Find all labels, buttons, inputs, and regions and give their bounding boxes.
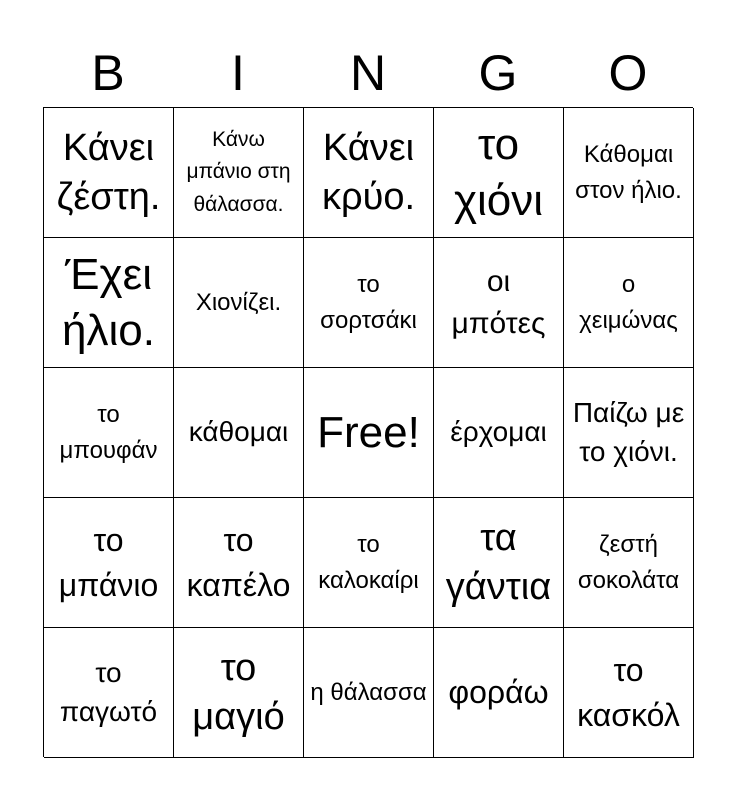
bingo-cell-text: η θάλασσα <box>310 678 427 706</box>
header-letter-o: O <box>608 45 648 101</box>
bingo-cell-text: έρχομαι <box>450 416 547 448</box>
bingo-cell-text: κάθομαι <box>188 416 289 448</box>
bingo-cell[interactable] <box>174 368 304 498</box>
bingo-cell[interactable] <box>174 628 304 758</box>
bingo-cell-text: Χιονίζει. <box>195 288 282 316</box>
bingo-cell-text: Κάνω μπάνιο στη θάλασσα. <box>186 127 291 216</box>
header-letter-g: G <box>478 45 518 101</box>
bingo-cell-text: Κάθομαι στον ήλιο. <box>575 140 682 204</box>
bingo-cell[interactable] <box>304 498 434 628</box>
bingo-cell[interactable] <box>174 498 304 628</box>
bingo-cell-text: τα γάντια <box>445 517 552 608</box>
bingo-cell[interactable] <box>564 368 694 498</box>
bingo-cell[interactable] <box>44 368 174 498</box>
bingo-cell-text: το παγωτό <box>59 656 158 727</box>
bingo-cell[interactable] <box>434 628 564 758</box>
bingo-cell-text: το μπάνιο <box>58 522 159 603</box>
bingo-cell[interactable] <box>44 498 174 628</box>
bingo-cell-text: το σορτσάκι <box>320 270 417 334</box>
bingo-cell-text: Free! <box>317 407 420 457</box>
bingo-cell[interactable] <box>44 108 174 238</box>
bingo-cell-text: ο χειμώνας <box>579 270 678 334</box>
bingo-cell-free[interactable] <box>304 368 434 498</box>
bingo-cell[interactable] <box>434 238 564 368</box>
bingo-header <box>43 40 693 106</box>
bingo-cell[interactable] <box>44 238 174 368</box>
bingo-cell[interactable] <box>564 108 694 238</box>
bingo-cell-text: ζεστή σοκολάτα <box>577 530 680 594</box>
bingo-cell-text: Κάνει κρύο. <box>321 127 416 218</box>
bingo-cell-text: φοράω <box>448 674 549 711</box>
bingo-cell-text: το μαγιό <box>192 647 285 738</box>
bingo-cell[interactable] <box>174 108 304 238</box>
bingo-cell[interactable] <box>564 628 694 758</box>
header-letter-b: B <box>91 45 125 101</box>
bingo-cell-text: Κάνει ζέστη. <box>56 127 161 218</box>
bingo-cell-text: το μπουφάν <box>59 400 158 464</box>
bingo-cell[interactable] <box>434 108 564 238</box>
header-letter-n: N <box>349 45 387 101</box>
bingo-cell-text: Παίζω με το χιόνι. <box>572 396 685 467</box>
bingo-cell[interactable] <box>44 628 174 758</box>
bingo-cell-text: Έχει ήλιο. <box>62 249 155 355</box>
bingo-cell-text: το καπέλο <box>186 522 291 603</box>
bingo-cell[interactable] <box>304 628 434 758</box>
bingo-cell-text: το χιόνι <box>453 119 544 225</box>
header-letter-i: I <box>231 45 245 101</box>
bingo-cell-text: το κασκόλ <box>577 652 680 733</box>
bingo-cell[interactable] <box>434 498 564 628</box>
bingo-cell[interactable] <box>304 108 434 238</box>
bingo-cell[interactable] <box>434 368 564 498</box>
bingo-cell[interactable] <box>174 238 304 368</box>
bingo-cell[interactable] <box>304 238 434 368</box>
bingo-cell[interactable] <box>564 238 694 368</box>
bingo-cell-text: το καλοκαίρι <box>318 530 419 594</box>
bingo-cell[interactable] <box>564 498 694 628</box>
bingo-cell-text: οι μπότες <box>451 265 546 340</box>
bingo-board <box>43 107 693 757</box>
